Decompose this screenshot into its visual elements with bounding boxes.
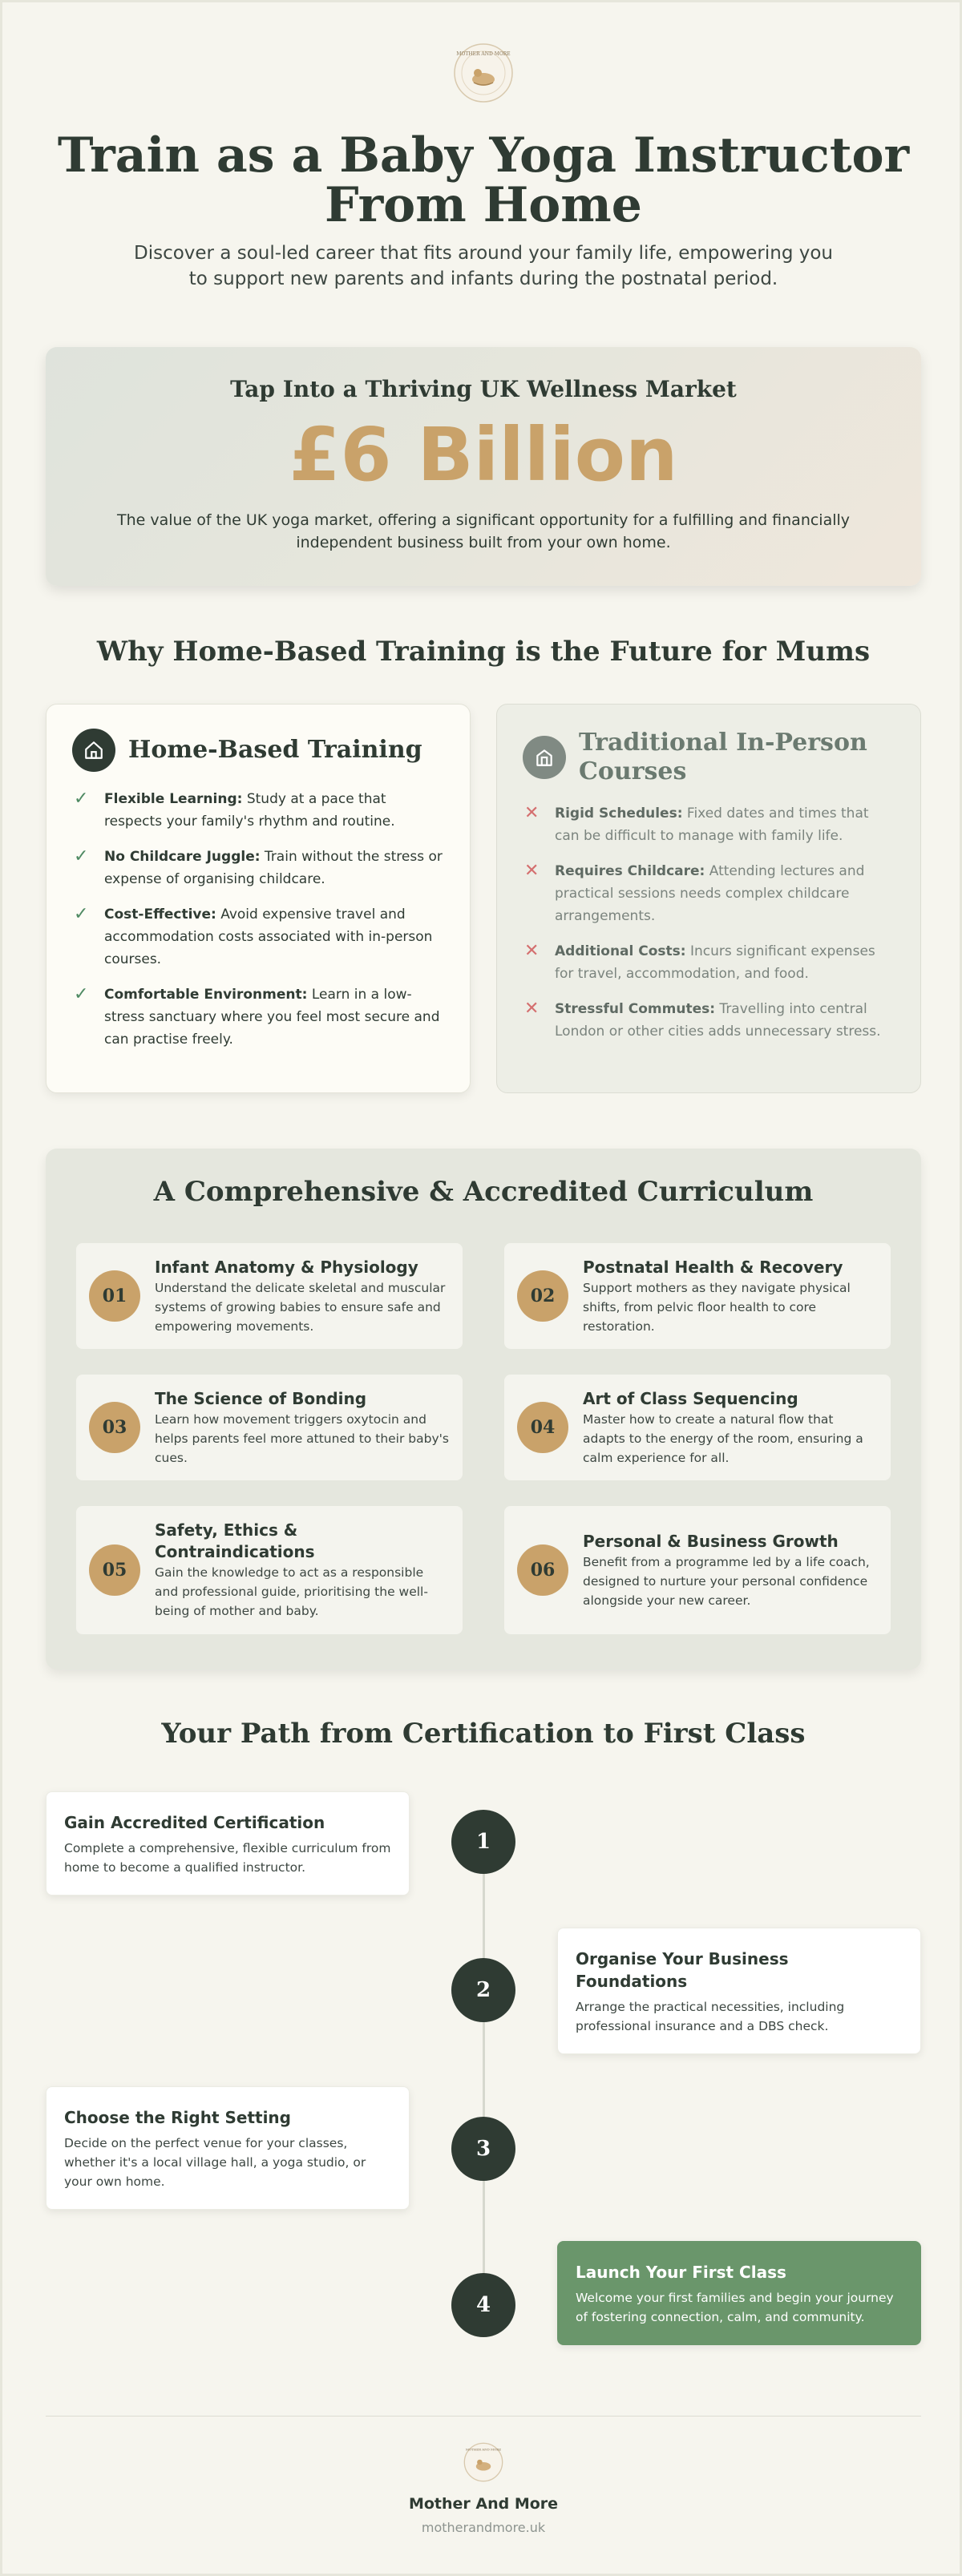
step-title: Organise Your Business Foundations bbox=[576, 1949, 789, 1991]
step-title: Launch Your First Class bbox=[576, 2263, 786, 2282]
list-item: ✓ No Childcare Juggle: Train without the stress or expense of organising childcare. bbox=[72, 846, 444, 890]
step-card-4 bbox=[557, 2241, 921, 2345]
home-icon bbox=[72, 729, 115, 772]
module-card bbox=[504, 1375, 891, 1480]
cross-icon: ✕ bbox=[524, 803, 540, 823]
footer-brand-name: Mother And More bbox=[408, 2495, 559, 2513]
svg-text:MOTHER AND MORE: MOTHER AND MORE bbox=[456, 51, 511, 57]
module-number: 06 bbox=[517, 1544, 568, 1596]
market-card bbox=[46, 347, 921, 586]
brand-logo bbox=[453, 42, 514, 103]
module-number: 02 bbox=[517, 1270, 568, 1322]
step-title: Gain Accredited Certification bbox=[64, 1813, 325, 1832]
list-item: ✕ Additional Costs: Incurs significant expenses for travel, accommodation, and food. bbox=[523, 940, 895, 985]
path-title: Your Path from Certification to First Class bbox=[161, 1718, 806, 1750]
cross-icon: ✕ bbox=[524, 999, 540, 1019]
list-item: ✕ Rigid Schedules: Fixed dates and times that can be difficult to manage with family life. bbox=[523, 802, 895, 847]
traditional-card bbox=[496, 704, 921, 1093]
market-title: Tap Into a Thriving UK Wellness Market bbox=[230, 376, 737, 402]
module-title: Safety, Ethics & Contraindications bbox=[155, 1520, 315, 1561]
list-item: ✕ Stressful Commutes: Travelling into central London or other cities adds unnecessary stress. bbox=[523, 998, 895, 1043]
module-card bbox=[504, 1506, 891, 1634]
check-icon: ✓ bbox=[74, 789, 89, 809]
building-icon bbox=[523, 736, 566, 779]
step-card-3 bbox=[46, 2086, 410, 2210]
hero-subtitle: Discover a soul-led career that fits around your family life, empowering you to support new parents and infants during the postnatal period. bbox=[133, 243, 834, 289]
step-number-4: 4 bbox=[451, 2273, 515, 2337]
step-number-3: 3 bbox=[451, 2117, 515, 2181]
step-card-1 bbox=[46, 1791, 410, 1896]
module-card bbox=[76, 1506, 463, 1634]
module-title: Art of Class Sequencing bbox=[583, 1388, 798, 1408]
module-description: Benefit from a programme led by a life coach, designed to nurture your personal confidence alongside your new career. bbox=[583, 1554, 870, 1608]
module-number: 03 bbox=[89, 1402, 140, 1453]
cross-icon: ✕ bbox=[524, 941, 540, 961]
cross-icon: ✕ bbox=[524, 861, 540, 881]
step-card-2 bbox=[557, 1928, 921, 2054]
step-description: Decide on the perfect venue for your classes, whether it's a local village hall, a yoga studio, or your own home. bbox=[64, 2136, 366, 2189]
module-card bbox=[76, 1375, 463, 1480]
module-description: Gain the knowledge to act as a responsible and professional guide, prioritising the well-being of mother and baby. bbox=[155, 1565, 428, 1618]
module-number: 01 bbox=[89, 1270, 140, 1322]
home-based-title: Home-Based Training bbox=[128, 736, 422, 764]
hero-title-line1: Train as a Baby Yoga Instructor bbox=[57, 127, 910, 184]
module-card bbox=[504, 1243, 891, 1349]
check-icon: ✓ bbox=[74, 904, 89, 924]
module-title: The Science of Bonding bbox=[155, 1388, 367, 1408]
step-description: Complete a comprehensive, flexible curriculum from home to become a qualified instructor. bbox=[64, 1841, 391, 1875]
module-description: Understand the delicate skeletal and muscular systems of growing babies to ensure safe and empowering movements. bbox=[155, 1280, 446, 1334]
hero-title-line2: From Home bbox=[325, 177, 642, 233]
step-number-2: 2 bbox=[451, 1958, 515, 2022]
list-item: ✓ Comfortable Environment: Learn in a low-stress sanctuary where you feel most secure and can practise freely. bbox=[72, 983, 444, 1051]
module-number: 04 bbox=[517, 1402, 568, 1453]
comparison-title: Why Home-Based Training is the Future for Mums bbox=[96, 636, 871, 668]
check-icon: ✓ bbox=[74, 846, 89, 866]
module-title: Infant Anatomy & Physiology bbox=[155, 1257, 418, 1277]
module-description: Master how to create a natural flow that adapts to the energy of the room, ensuring a calm experience for all. bbox=[583, 1411, 863, 1465]
module-description: Learn how movement triggers oxytocin and helps parents feel more attuned to their baby's cues. bbox=[155, 1411, 449, 1465]
step-description: Arrange the practical necessities, including professional insurance and a DBS check. bbox=[576, 2000, 845, 2033]
list-item: ✕ Requires Childcare: Attending lectures and practical sessions needs complex childcare arrangements. bbox=[523, 860, 895, 927]
step-description: Welcome your first families and begin your journey of fostering connection, calm, and community. bbox=[576, 2291, 894, 2324]
list-item: ✓ Cost-Effective: Avoid expensive travel and accommodation costs associated with in-person courses. bbox=[72, 903, 444, 971]
footer-url[interactable]: motherandmore.uk bbox=[421, 2520, 546, 2535]
list-item: ✓ Flexible Learning: Study at a pace that respects your family's rhythm and routine. bbox=[72, 788, 444, 833]
module-number: 05 bbox=[89, 1544, 140, 1596]
step-title: Choose the Right Setting bbox=[64, 2108, 291, 2127]
curriculum-title: A Comprehensive & Accredited Curriculum bbox=[153, 1176, 814, 1208]
module-card bbox=[76, 1243, 463, 1349]
svg-text:MOTHER AND MORE: MOTHER AND MORE bbox=[465, 2447, 502, 2452]
footer-logo bbox=[463, 2442, 503, 2482]
check-icon: ✓ bbox=[74, 984, 89, 1004]
module-title: Postnatal Health & Recovery bbox=[583, 1257, 843, 1277]
hero-title bbox=[51, 127, 916, 233]
module-description: Support mothers as they navigate physical shifts, from pelvic floor health to core restoration. bbox=[583, 1280, 851, 1334]
home-based-card bbox=[46, 704, 471, 1093]
curriculum-section bbox=[46, 1149, 921, 1670]
traditional-title: Traditional In-Person Courses bbox=[579, 729, 867, 785]
step-number-1: 1 bbox=[451, 1810, 515, 1874]
module-title: Personal & Business Growth bbox=[583, 1531, 839, 1551]
market-description: The value of the UK yoga market, offering a significant opportunity for a fulfilling and financially independent business built from your own home. bbox=[116, 511, 851, 551]
timeline-line bbox=[483, 1828, 485, 2309]
traditional-list bbox=[523, 802, 895, 1043]
market-value: £6 Billion bbox=[289, 412, 678, 498]
home-based-list bbox=[72, 788, 444, 1051]
footer-divider bbox=[46, 2416, 921, 2417]
